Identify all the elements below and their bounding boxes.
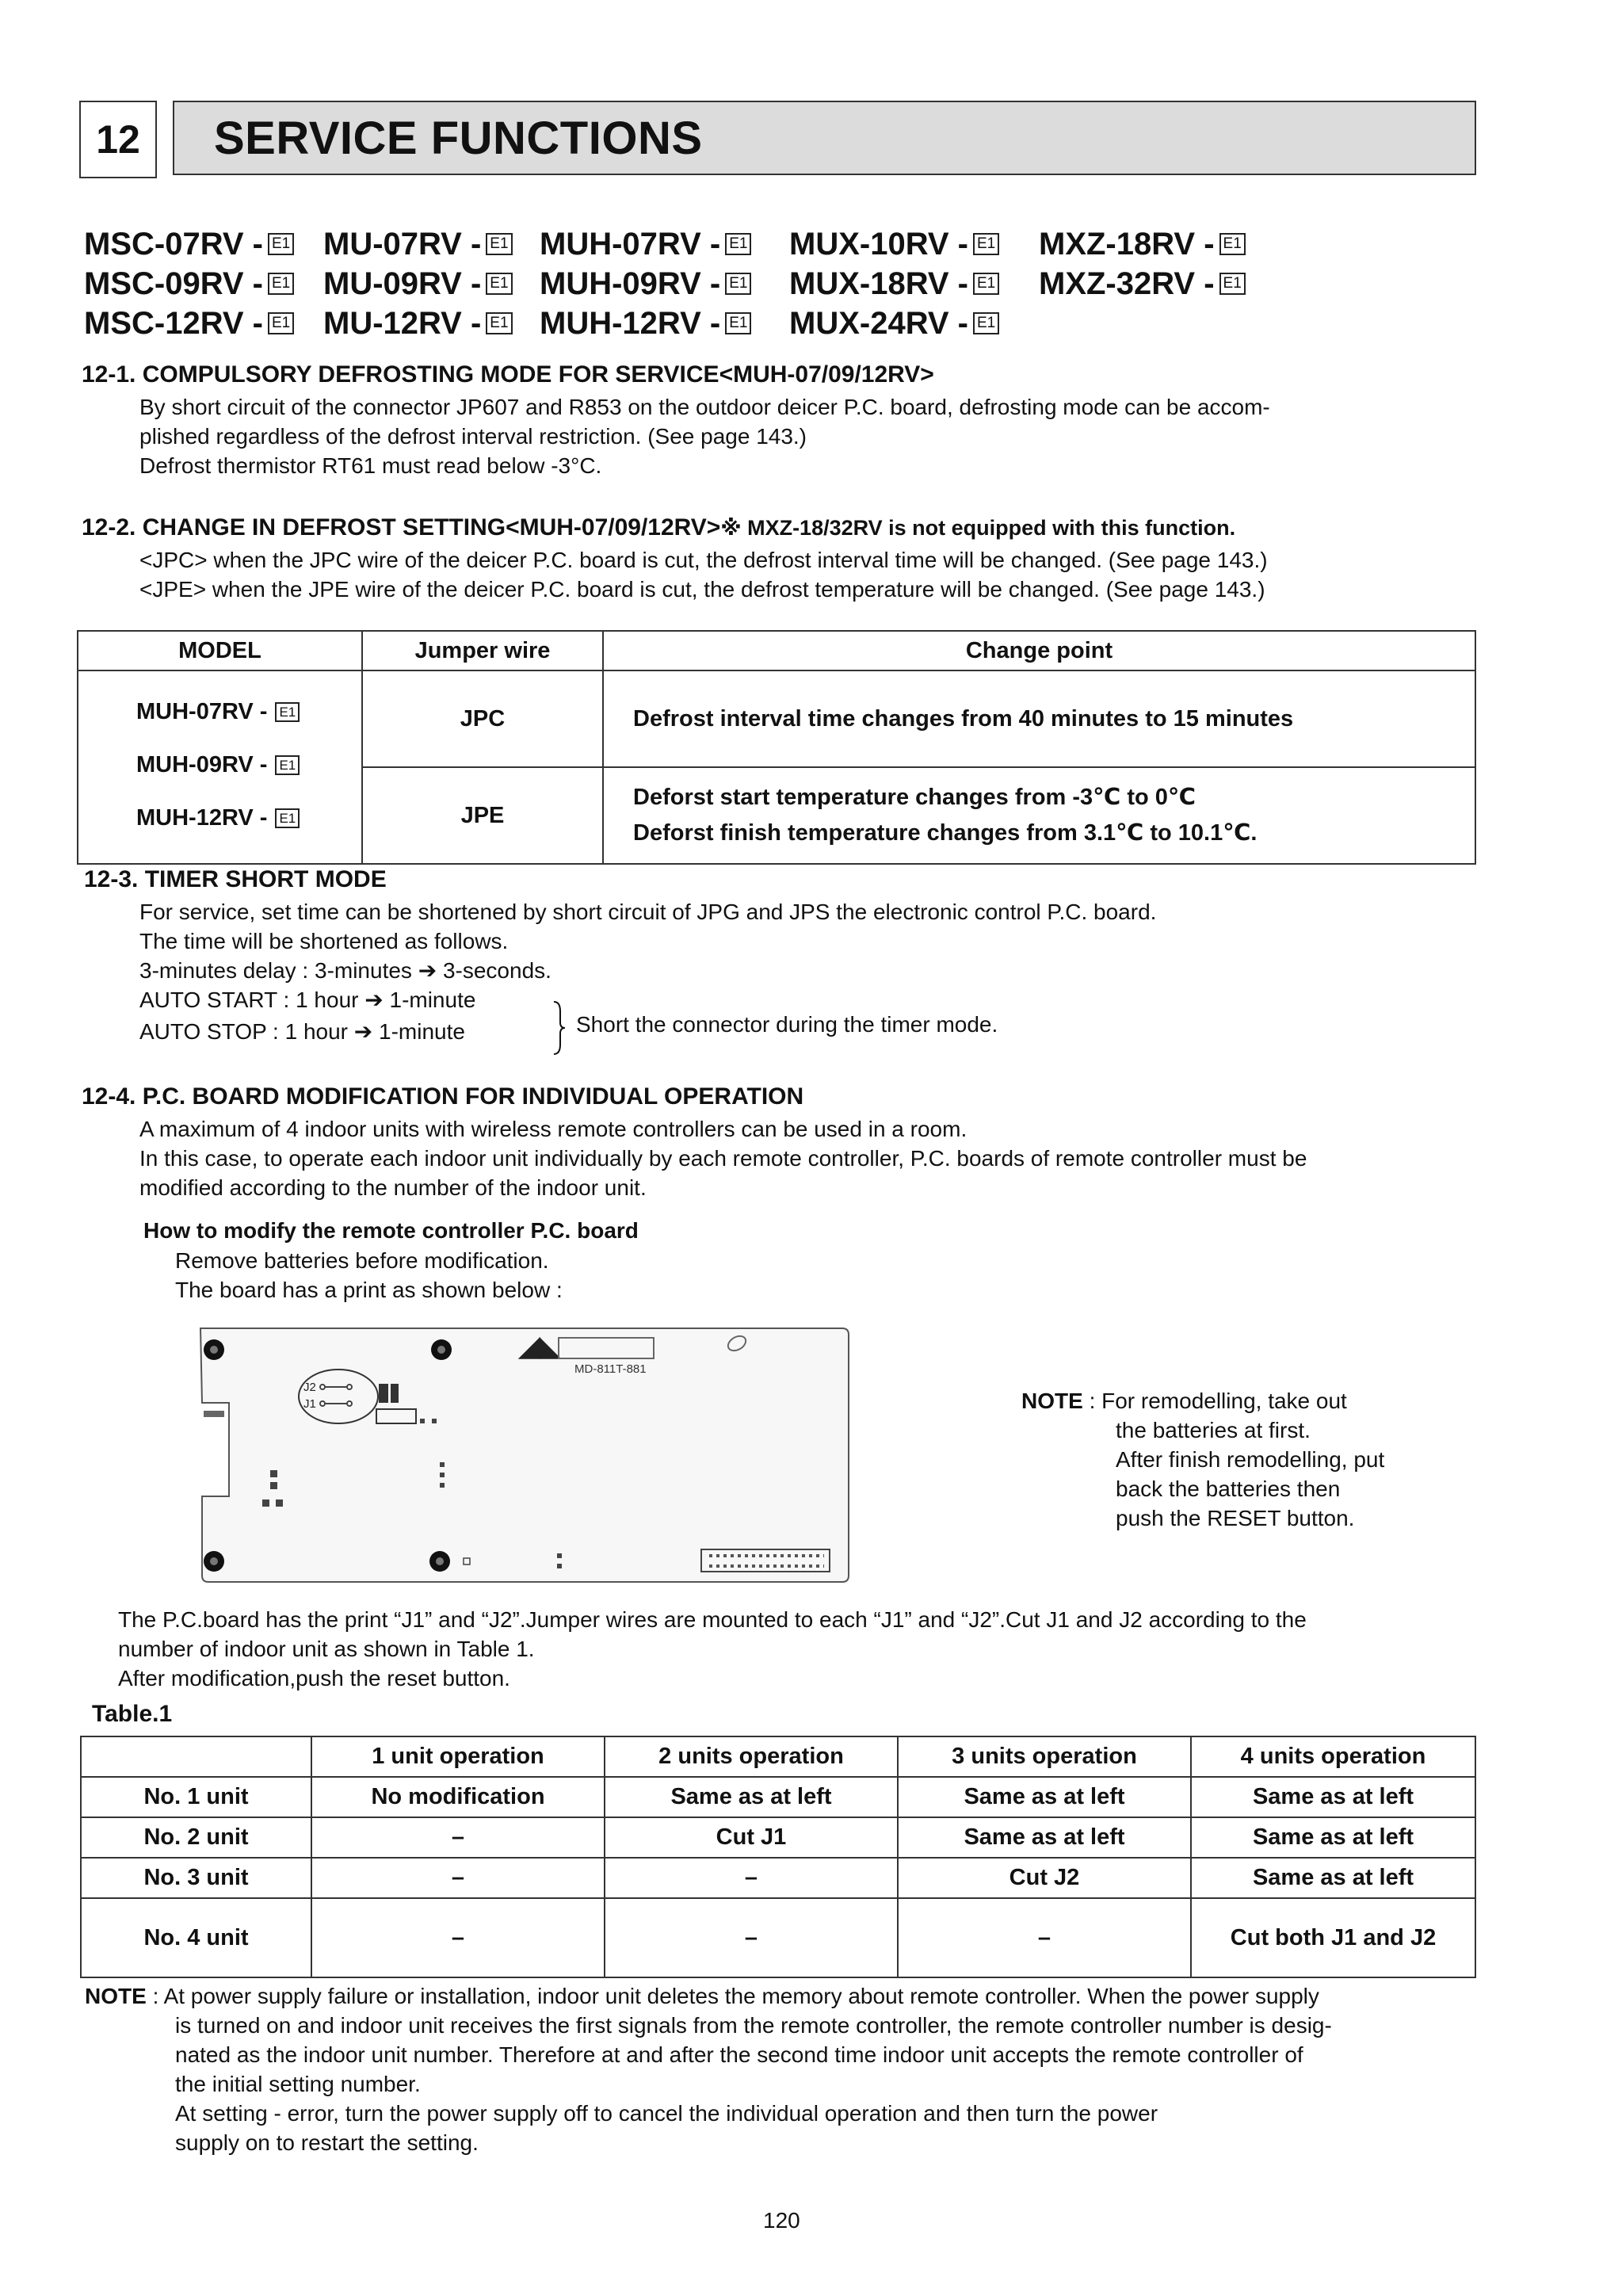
chapter-title-box xyxy=(173,101,1476,175)
model-name: MU-12RV - E1 xyxy=(323,306,540,342)
page-title: SERVICE FUNCTIONS xyxy=(214,112,703,164)
table-header xyxy=(81,1736,311,1777)
table-header: MODEL xyxy=(78,631,362,670)
pcb-board-code: MD-811T-881 xyxy=(574,1362,647,1376)
table-header: 1 unit operation xyxy=(311,1736,605,1777)
section-12-3-text: For service, set time can be shortened by short circuit of JPG and JPS the electronic control P.C. board. The time will be shortened as follows. 3-minutes delay : 3-minutes ➔ 3-seconds. AUTO START : 1 hour ➔ 1-minute AUTO STOP : 1 hour ➔ 1-minute xyxy=(139,900,1157,1044)
page-number: 120 xyxy=(763,2208,800,2233)
model-name: MU-09RV - E1 xyxy=(323,266,540,302)
section-12-2-text: <JPC> when the JPC wire of the deicer P.C. board is cut, the defrost interval time will be changed. (See page 143.) <JPE> when the JPE wire of the deicer P.C. board is cut, the defrost temperature will be changed. (See page 143.) xyxy=(139,548,1268,602)
section-12-4-text: A maximum of 4 indoor units with wireless remote controllers can be used in a room. In this case, to operate each indoor unit individually by each remote controller, P.C. boards of remote controller must be modified according to the number of the indoor unit. xyxy=(139,1117,1307,1200)
defrost-setting-table xyxy=(77,630,1476,865)
pcb-logo: ◢◣ xyxy=(519,1331,561,1362)
change-point-jpc: Defrost interval time changes from 40 minutes to 15 minutes xyxy=(603,670,1475,767)
jumper-jpc: JPC xyxy=(362,670,603,767)
model-name: MU-07RV - E1 xyxy=(323,227,540,262)
section-heading-12-4: 12-4. P.C. BOARD MODIFICATION FOR INDIVIDUAL OPERATION xyxy=(82,1083,804,1110)
model-name: MSC-12RV - E1 xyxy=(84,306,323,342)
section-heading-12-1: 12-1. COMPULSORY DEFROSTING MODE FOR SERVICE<MUH-07/09/12RV> xyxy=(82,361,934,388)
table-row: No. 4 unit – – – Cut both J1 and J2 xyxy=(81,1898,1475,1977)
pcb-note: NOTE : For remodelling, take out the batteries at first. After finish remodelling, put back the batteries then push the RESET button. xyxy=(1021,1389,1385,1530)
pcb-illustration xyxy=(194,1324,852,1593)
table-header: 2 units operation xyxy=(605,1736,898,1777)
table-header: 3 units operation xyxy=(898,1736,1191,1777)
jumper-jpe: JPE xyxy=(362,767,603,864)
pcb-board-outline xyxy=(200,1328,849,1582)
model-name: MXZ-32RV - E1 xyxy=(1039,266,1277,302)
section-12-1-text: By short circuit of the connector JP607 and R853 on the outdoor deicer P.C. board, defrosting mode can be accom- plished regardless of the defrost interval restriction. (See page 143.) Defrost thermistor RT61 must read below -3°C. xyxy=(139,395,1270,478)
model-name: MXZ-18RV - E1 xyxy=(1039,227,1277,262)
brace-icon xyxy=(551,1000,568,1056)
model-name: MUX-24RV - E1 xyxy=(789,306,1039,342)
model-name: MUH-09RV - E1 xyxy=(540,266,789,302)
brace-note: Short the connector during the timer mode. xyxy=(576,1012,998,1037)
subheading-modify-pcb: How to modify the remote controller P.C. board xyxy=(143,1218,639,1243)
model-name: MSC-09RV - E1 xyxy=(84,266,323,302)
footer-note: NOTE : At power supply failure or installation, indoor unit deletes the memory about remote controller. When the power supply is turned on and indoor unit receives the first signals from the remote controller, the remote controller number is desig- nated as the indoor unit number. Therefore at and after the second time indoor unit accepts the remote controller of the initial setting number. At setting - error, turn the power supply off to cancel the individual operation and then turn the power supply on to restart the setting. xyxy=(85,1984,1332,2155)
table-header: Change point xyxy=(603,631,1475,670)
model-name: MSC-07RV - E1 xyxy=(84,227,323,262)
unit-operation-table xyxy=(80,1736,1476,1978)
j2-label: J2 xyxy=(303,1381,316,1394)
chapter-number: 12 xyxy=(79,101,157,178)
change-point-jpe: Deforst start temperature changes from -3℃ to 0℃ Deforst finish temperature changes from 3.1℃ to 10.1℃. xyxy=(603,767,1475,864)
model-list xyxy=(84,224,1352,343)
table-header: 4 units operation xyxy=(1191,1736,1475,1777)
section-heading-12-2: 12-2. CHANGE IN DEFROST SETTING<MUH-07/09/12RV>※ MXZ-18/32RV is not equipped with this function. xyxy=(82,514,1236,541)
model-name: MUH-12RV - E1 xyxy=(540,306,789,342)
table-header: Jumper wire xyxy=(362,631,603,670)
model-cell: MUH-07RV - E1 MUH-09RV - E1 MUH-12RV - E1 xyxy=(78,670,362,864)
pcb-explanation: The P.C.board has the print “J1” and “J2”.Jumper wires are mounted to each “J1” and “J2”.Cut J1 and J2 according to the number of indoor unit as shown in Table 1. After modification,push the reset button. xyxy=(118,1607,1307,1690)
subheading-text: Remove batteries before modification. The board has a print as shown below : xyxy=(175,1248,563,1302)
table-row: No. 3 unit – – Cut J2 Same as at left xyxy=(81,1858,1475,1898)
table-row: No. 1 unit No modification Same as at left Same as at left Same as at left xyxy=(81,1777,1475,1817)
table-row: No. 2 unit – Cut J1 Same as at left Same as at left xyxy=(81,1817,1475,1858)
model-name: MUH-07RV - E1 xyxy=(540,227,789,262)
model-name: MUX-18RV - E1 xyxy=(789,266,1039,302)
j1-label: J1 xyxy=(303,1397,316,1411)
section-heading-12-3: 12-3. TIMER SHORT MODE xyxy=(84,866,387,892)
table-1-title: Table.1 xyxy=(92,1701,173,1727)
model-name: MUX-10RV - E1 xyxy=(789,227,1039,262)
